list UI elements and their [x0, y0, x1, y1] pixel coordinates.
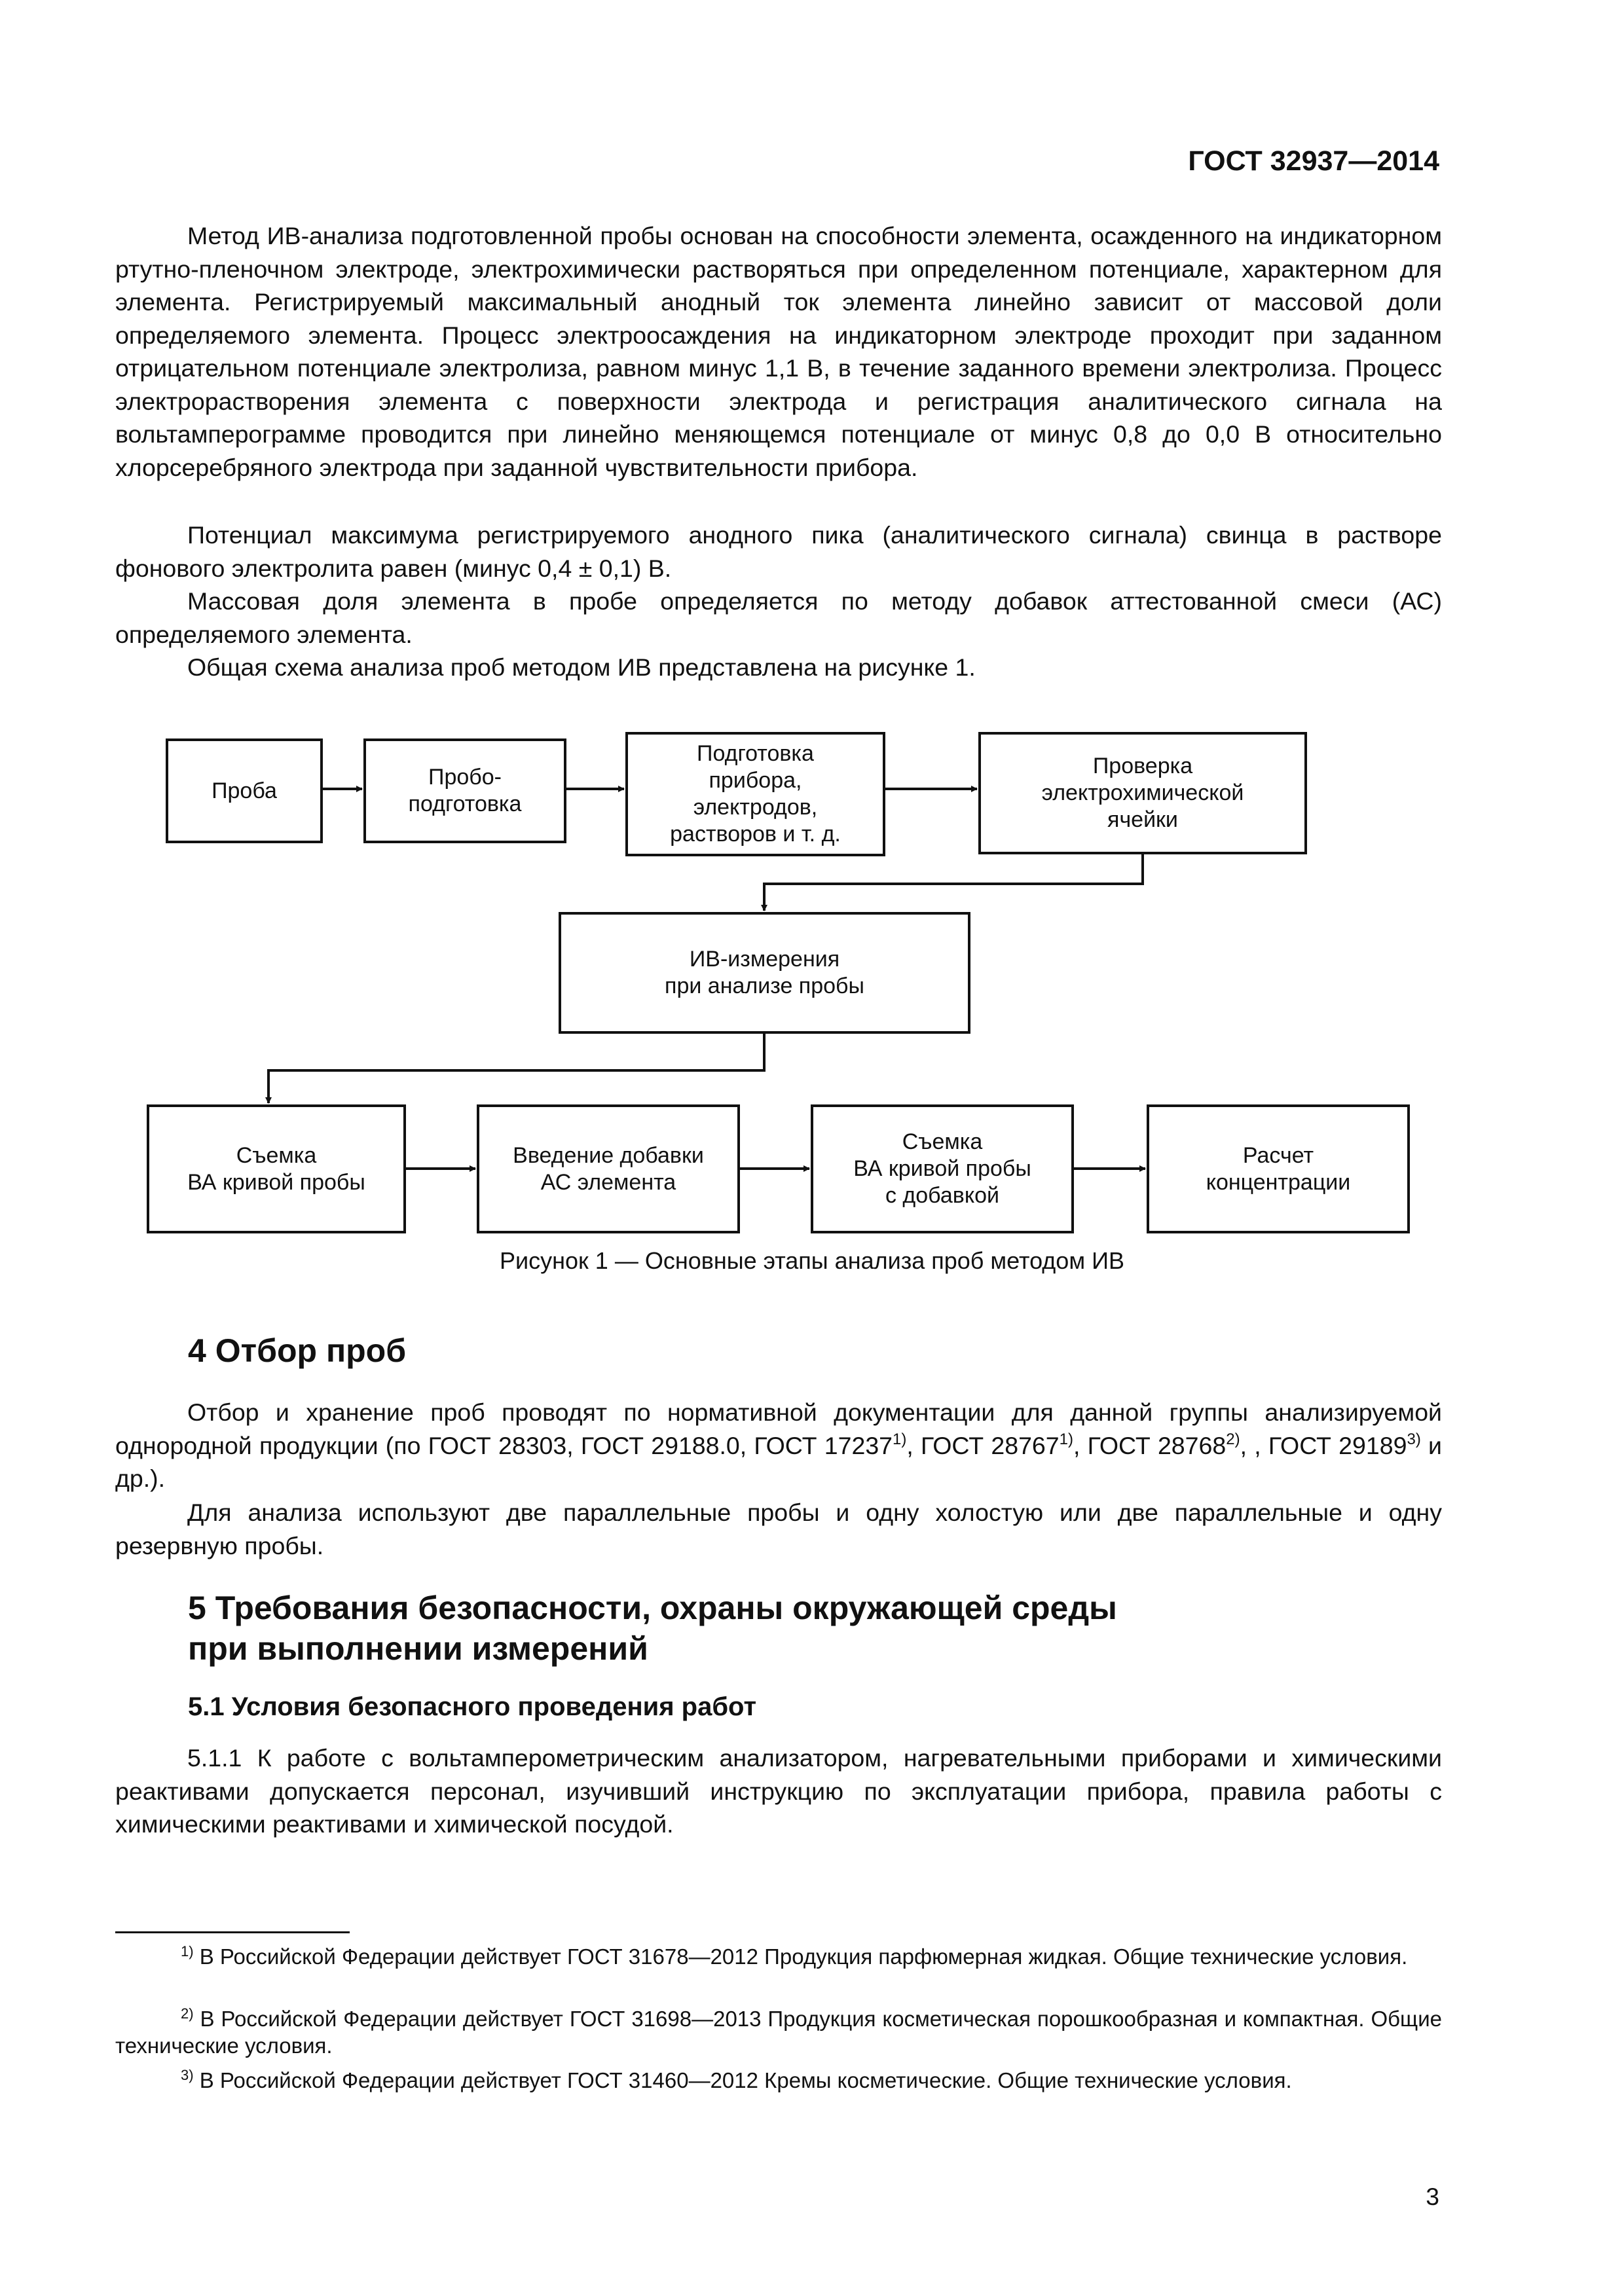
- page-number: 3: [1426, 2183, 1439, 2210]
- box-va-curve-with-addition: Съемка ВА кривой пробы с добавкой: [811, 1104, 1074, 1233]
- arrow-4-5: [764, 853, 1143, 911]
- arrow-5-6: [268, 1032, 764, 1103]
- section-5-paragraph-1: 5.1.1 К работе с вольтамперометрическим анализатором, нагревательными приборами и химическими реактивами допускается персонал, изучивший инструкцию по эксплуатации прибора, правила работы с химическими реактивами и химической посудой.: [115, 1744, 1442, 1838]
- box-sample-va-curve: Съемка ВА кривой пробы: [147, 1104, 406, 1233]
- box-device-preparation: Подготовка прибора, электродов, растворов и т. д.: [625, 732, 885, 856]
- footnote-divider: [115, 1931, 350, 1933]
- box-sample-preparation: Пробо- подготовка: [363, 738, 566, 843]
- footnote-ref: 2): [1226, 1430, 1240, 1448]
- footnote-2: $^{2)}$ В Российской Федерации действует ГОСТ 31698—2013 Продукция косметическая порошкообразная и компактная. Общие технические условия.: [115, 2005, 1442, 2058]
- footnote-1: $^{1)}$ В Российской Федерации действует ГОСТ 31678—2012 Продукция парфюмерная жидкая. Общие технические условия.: [181, 1943, 1408, 1969]
- section-4-paragraph-1: Отбор и хранение проб проводят по нормативной документации для данной группы анализируемой однородной продукции (по ГОСТ 28303, ГОСТ 29188.0, ГОСТ 17237$^{1)}$, ГОСТ 28767$^{1)}$, ГОСТ 28768$^{2)}$, , ГОСТ 29189$^{3)}$ и др.).: [115, 1398, 1442, 1492]
- footnote-ref: 1): [893, 1430, 907, 1448]
- section-5-title: 5 Требования безопасности, охраны окружающей среды при выполнении измерений: [188, 1590, 1117, 1667]
- section-4-title: 4 Отбор проб: [188, 1332, 407, 1369]
- intro-paragraph-3: Массовая доля элемента в пробе определяется по методу добавок аттестованной смеси (АС) определяемого элемента.: [115, 587, 1442, 648]
- box-cell-check: Проверка электрохимической ячейки: [978, 732, 1307, 854]
- box-iv-measurement: ИВ-измерения при анализе пробы: [559, 912, 970, 1034]
- document-number: ГОСТ 32937—2014: [1188, 145, 1439, 177]
- box-add-standard: Введение добавки АС элемента: [477, 1104, 740, 1233]
- box-concentration-calc: Расчет концентрации: [1147, 1104, 1410, 1233]
- footnote-3: $^{3)}$ В Российской Федерации действует ГОСТ 31460—2012 Кремы косметические. Общие технические условия.: [181, 2067, 1292, 2092]
- figure-caption: Рисунок 1 — Основные этапы анализа проб методом ИВ: [500, 1247, 1124, 1274]
- footnote-ref: 3): [1407, 1430, 1421, 1448]
- section-4-paragraph-2: Для анализа используют две параллельные пробы и одну холостую или две параллельные и одну резервную пробы.: [115, 1499, 1442, 1559]
- intro-paragraph-4: Общая схема анализа проб методом ИВ представлена на рисунке 1.: [187, 653, 976, 681]
- intro-paragraph-2: Потенциал максимума регистрируемого анодного пика (аналитического сигнала) свинца в растворе фонового электролита равен (минус 0,4 ± 0,1) В.: [115, 521, 1442, 582]
- box-sample: Проба: [166, 738, 323, 843]
- flowchart: [0, 717, 1624, 1254]
- footnote-ref: 1): [1059, 1430, 1073, 1448]
- subsection-5-1-title: 5.1 Условия безопасного проведения работ: [188, 1692, 757, 1721]
- intro-paragraph-1: Метод ИВ-анализа подготовленной пробы основан на способности элемента, осажденного на индикаторном ртутно-пленочном электроде, электрохимически растворяться при определенном потенциале, характерном для элемента. Регистрируемый максимальный анодный ток элемента линейно зависит от массовой доли определяемого элемента. Процесс электроосаждения на индикаторном электроде проходит при заданном отрицательном потенциале электролиза, равном минус 1,1 В, в течение заданного времени электролиза. Процесс электрорастворения элемента с поверхности электрода и регистрация аналитического сигнала на вольтамперограмме проводится при линейно меняющемся потенциале от минус 0,8 до 0,0 В относительно хлорсеребряного электрода при заданной чувствительности прибора.: [115, 222, 1442, 481]
